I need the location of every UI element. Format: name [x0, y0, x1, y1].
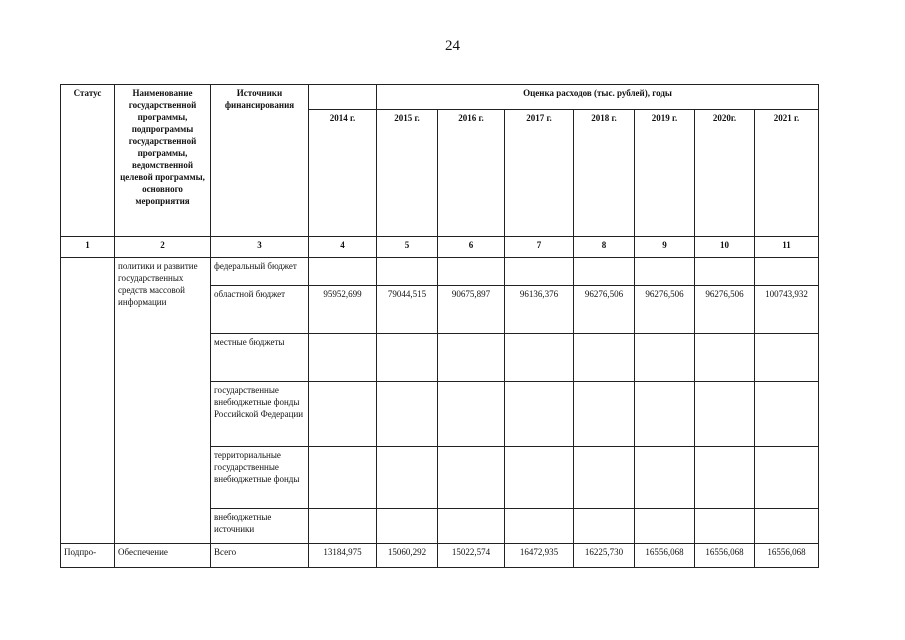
column-number: 8: [574, 237, 635, 258]
value-cell: [377, 509, 438, 544]
column-number: 1: [61, 237, 115, 258]
value-cell: 15060,292: [377, 544, 438, 568]
column-number: 7: [505, 237, 574, 258]
value-cell: [377, 447, 438, 509]
year-2021: 2021 г.: [755, 110, 819, 237]
value-cell: 16556,068: [695, 544, 755, 568]
value-cell: [635, 334, 695, 382]
value-cell: [505, 509, 574, 544]
source-cell: областной бюджет: [211, 286, 309, 334]
value-cell: 96136,376: [505, 286, 574, 334]
value-cell: [635, 382, 695, 447]
program-name-cell: Обеспечение: [115, 544, 211, 568]
year-2016: 2016 г.: [438, 110, 505, 237]
header-blank-cell: [309, 85, 377, 110]
column-number: 11: [755, 237, 819, 258]
column-number: 4: [309, 237, 377, 258]
value-cell: [574, 382, 635, 447]
source-cell: территориальные государственные внебюджетные фонды: [211, 447, 309, 509]
header-row: [61, 85, 819, 110]
value-cell: [635, 447, 695, 509]
value-cell: [755, 334, 819, 382]
value-cell: [309, 447, 377, 509]
value-cell: [695, 509, 755, 544]
value-cell: [574, 334, 635, 382]
value-cell: [438, 447, 505, 509]
value-cell: 95952,699: [309, 286, 377, 334]
value-cell: 100743,932: [755, 286, 819, 334]
value-cell: [309, 382, 377, 447]
value-cell: [755, 258, 819, 286]
column-number: 6: [438, 237, 505, 258]
year-2019: 2019 г.: [635, 110, 695, 237]
value-cell: [574, 258, 635, 286]
value-cell: [755, 382, 819, 447]
page-number: 24: [445, 38, 460, 54]
value-cell: 96276,506: [635, 286, 695, 334]
value-cell: [505, 334, 574, 382]
value-cell: 96276,506: [695, 286, 755, 334]
source-header: Источники финансирования: [211, 85, 309, 237]
value-cell: [635, 509, 695, 544]
value-cell: [377, 258, 438, 286]
value-cell: [755, 447, 819, 509]
value-cell: [574, 447, 635, 509]
status-cell: [61, 258, 115, 544]
value-cell: [309, 334, 377, 382]
value-cell: [505, 382, 574, 447]
value-cell: 16225,730: [574, 544, 635, 568]
column-number: 2: [115, 237, 211, 258]
value-cell: 15022,574: [438, 544, 505, 568]
source-cell: федеральный бюджет: [211, 258, 309, 286]
value-cell: [377, 382, 438, 447]
source-cell: внебюджетные источники: [211, 509, 309, 544]
value-cell: [309, 509, 377, 544]
status-cell: Подпро-: [61, 544, 115, 568]
value-cell: [635, 258, 695, 286]
value-cell: [438, 382, 505, 447]
source-cell: местные бюджеты: [211, 334, 309, 382]
value-cell: [438, 334, 505, 382]
value-cell: 16556,068: [755, 544, 819, 568]
value-cell: [574, 509, 635, 544]
value-cell: [438, 258, 505, 286]
column-number: 5: [377, 237, 438, 258]
value-cell: 16556,068: [635, 544, 695, 568]
value-cell: 79044,515: [377, 286, 438, 334]
year-2018: 2018 г.: [574, 110, 635, 237]
value-cell: 13184,975: [309, 544, 377, 568]
table-row: [61, 544, 819, 568]
year-2015: 2015 г.: [377, 110, 438, 237]
value-cell: [695, 447, 755, 509]
name-header: Наименование государственной программы, подпрограммы государственной программы, ведомственной целевой программы, основного мероприятия: [115, 85, 211, 237]
value-cell: [695, 334, 755, 382]
value-cell: [309, 258, 377, 286]
value-cell: 90675,897: [438, 286, 505, 334]
value-cell: [505, 258, 574, 286]
value-cell: 96276,506: [574, 286, 635, 334]
column-number: 9: [635, 237, 695, 258]
year-2020: 2020г.: [695, 110, 755, 237]
program-name-cell: политики и развитие государственных средств массовой информации: [115, 258, 211, 544]
value-cell: [695, 258, 755, 286]
table-row: [61, 258, 819, 286]
value-cell: 16472,935: [505, 544, 574, 568]
source-cell: государственные внебюджетные фонды Российской Федерации: [211, 382, 309, 447]
value-cell: [438, 509, 505, 544]
column-numbers-row: [61, 237, 819, 258]
value-cell: [505, 447, 574, 509]
value-cell: [755, 509, 819, 544]
status-header: Статус: [61, 85, 115, 237]
estimate-header: Оценка расходов (тыс. рублей), годы: [377, 85, 819, 110]
value-cell: [377, 334, 438, 382]
year-2014: 2014 г.: [309, 110, 377, 237]
column-number: 10: [695, 237, 755, 258]
column-number: 3: [211, 237, 309, 258]
value-cell: [695, 382, 755, 447]
year-2017: 2017 г.: [505, 110, 574, 237]
source-cell: Всего: [211, 544, 309, 568]
budget-table: [60, 84, 819, 568]
